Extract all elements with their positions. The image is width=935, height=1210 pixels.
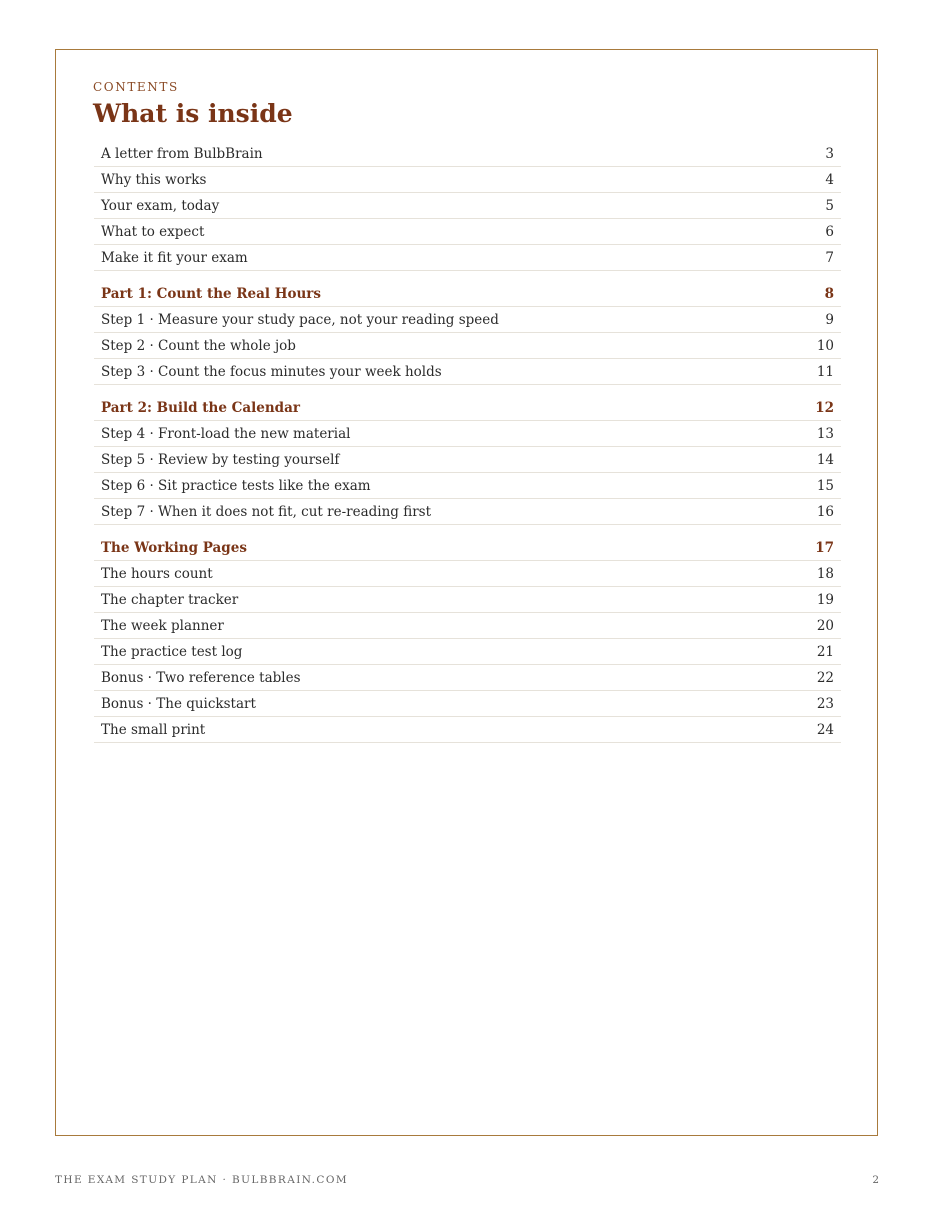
toc-entry-label: Bonus · Two reference tables	[101, 669, 301, 686]
toc-page-number: 18	[816, 565, 834, 582]
toc-page-number: 15	[816, 477, 834, 494]
toc-entry[interactable]	[94, 307, 841, 333]
toc-page-number: 14	[816, 451, 834, 468]
toc-entry-label: The chapter tracker	[101, 591, 239, 608]
toc-part-heading[interactable]	[94, 535, 841, 561]
toc-page-number: 13	[816, 425, 834, 442]
toc-page-number: 8	[824, 285, 834, 302]
toc-entry-label: Step 6 · Sit practice tests like the exam	[101, 477, 371, 494]
toc-entry-label: The practice test log	[101, 643, 243, 660]
toc-entry[interactable]	[94, 359, 841, 385]
footer-running-title: THE EXAM STUDY PLAN · BULBBRAIN.COM	[55, 1174, 349, 1186]
footer-page-number: 2	[872, 1174, 879, 1186]
toc-entry[interactable]	[94, 141, 841, 167]
toc-entry-label: Make it fit your exam	[101, 249, 248, 266]
toc-entry-label: Your exam, today	[101, 197, 220, 214]
toc-entry[interactable]	[94, 193, 841, 219]
toc-page-number: 5	[825, 197, 834, 214]
toc-entry-label: Part 1: Count the Real Hours	[101, 285, 321, 302]
toc-part-heading[interactable]	[94, 281, 841, 307]
toc-entry-label: Step 1 · Measure your study pace, not your reading speed	[101, 311, 499, 328]
toc-page-number: 20	[816, 617, 834, 634]
toc-page-number: 9	[825, 311, 834, 328]
toc-page-number: 17	[815, 539, 834, 556]
page-title: What is inside	[93, 99, 293, 128]
toc-page-number: 6	[825, 223, 834, 240]
toc-entry[interactable]	[94, 717, 841, 743]
toc-page-number: 11	[816, 363, 834, 380]
toc-entry[interactable]	[94, 219, 841, 245]
toc-entry[interactable]	[94, 561, 841, 587]
toc-entry[interactable]	[94, 691, 841, 717]
toc-page-number: 21	[816, 643, 834, 660]
toc-page-number: 12	[815, 399, 834, 416]
toc-entry[interactable]	[94, 167, 841, 193]
toc-page-number: 10	[816, 337, 834, 354]
toc-entry[interactable]	[94, 665, 841, 691]
toc-page-number: 16	[816, 503, 834, 520]
toc-entry[interactable]	[94, 447, 841, 473]
toc-entry-label: Step 3 · Count the focus minutes your week holds	[101, 363, 442, 380]
toc-entry-label: The hours count	[101, 565, 213, 582]
toc-page-number: 7	[825, 249, 834, 266]
toc-entry[interactable]	[94, 499, 841, 525]
toc-entry-label: Step 7 · When it does not fit, cut re-reading first	[101, 503, 432, 520]
toc-page-number: 23	[816, 695, 834, 712]
table-of-contents	[94, 141, 841, 743]
toc-entry-label: Why this works	[101, 171, 207, 188]
toc-entry-label: The Working Pages	[101, 539, 247, 556]
toc-page-number: 24	[816, 721, 834, 738]
toc-entry-label: A letter from BulbBrain	[101, 145, 263, 162]
toc-entry[interactable]	[94, 473, 841, 499]
toc-page-number: 3	[825, 145, 834, 162]
toc-entry[interactable]	[94, 245, 841, 271]
toc-entry[interactable]	[94, 421, 841, 447]
toc-part-heading[interactable]	[94, 395, 841, 421]
toc-entry-label: What to expect	[101, 223, 205, 240]
toc-entry-label: Part 2: Build the Calendar	[101, 399, 300, 416]
toc-entry[interactable]	[94, 333, 841, 359]
toc-entry-label: Step 4 · Front-load the new material	[101, 425, 351, 442]
toc-entry-label: The week planner	[101, 617, 224, 634]
toc-page-number: 4	[825, 171, 834, 188]
toc-entry[interactable]	[94, 587, 841, 613]
toc-entry-label: The small print	[101, 721, 206, 738]
toc-entry-label: Step 5 · Review by testing yourself	[101, 451, 340, 468]
toc-entry[interactable]	[94, 639, 841, 665]
toc-entry[interactable]	[94, 613, 841, 639]
toc-entry-label: Bonus · The quickstart	[101, 695, 256, 712]
toc-page-number: 22	[816, 669, 834, 686]
section-eyebrow: CONTENTS	[93, 80, 179, 94]
toc-entry-label: Step 2 · Count the whole job	[101, 337, 296, 354]
toc-page-number: 19	[816, 591, 834, 608]
